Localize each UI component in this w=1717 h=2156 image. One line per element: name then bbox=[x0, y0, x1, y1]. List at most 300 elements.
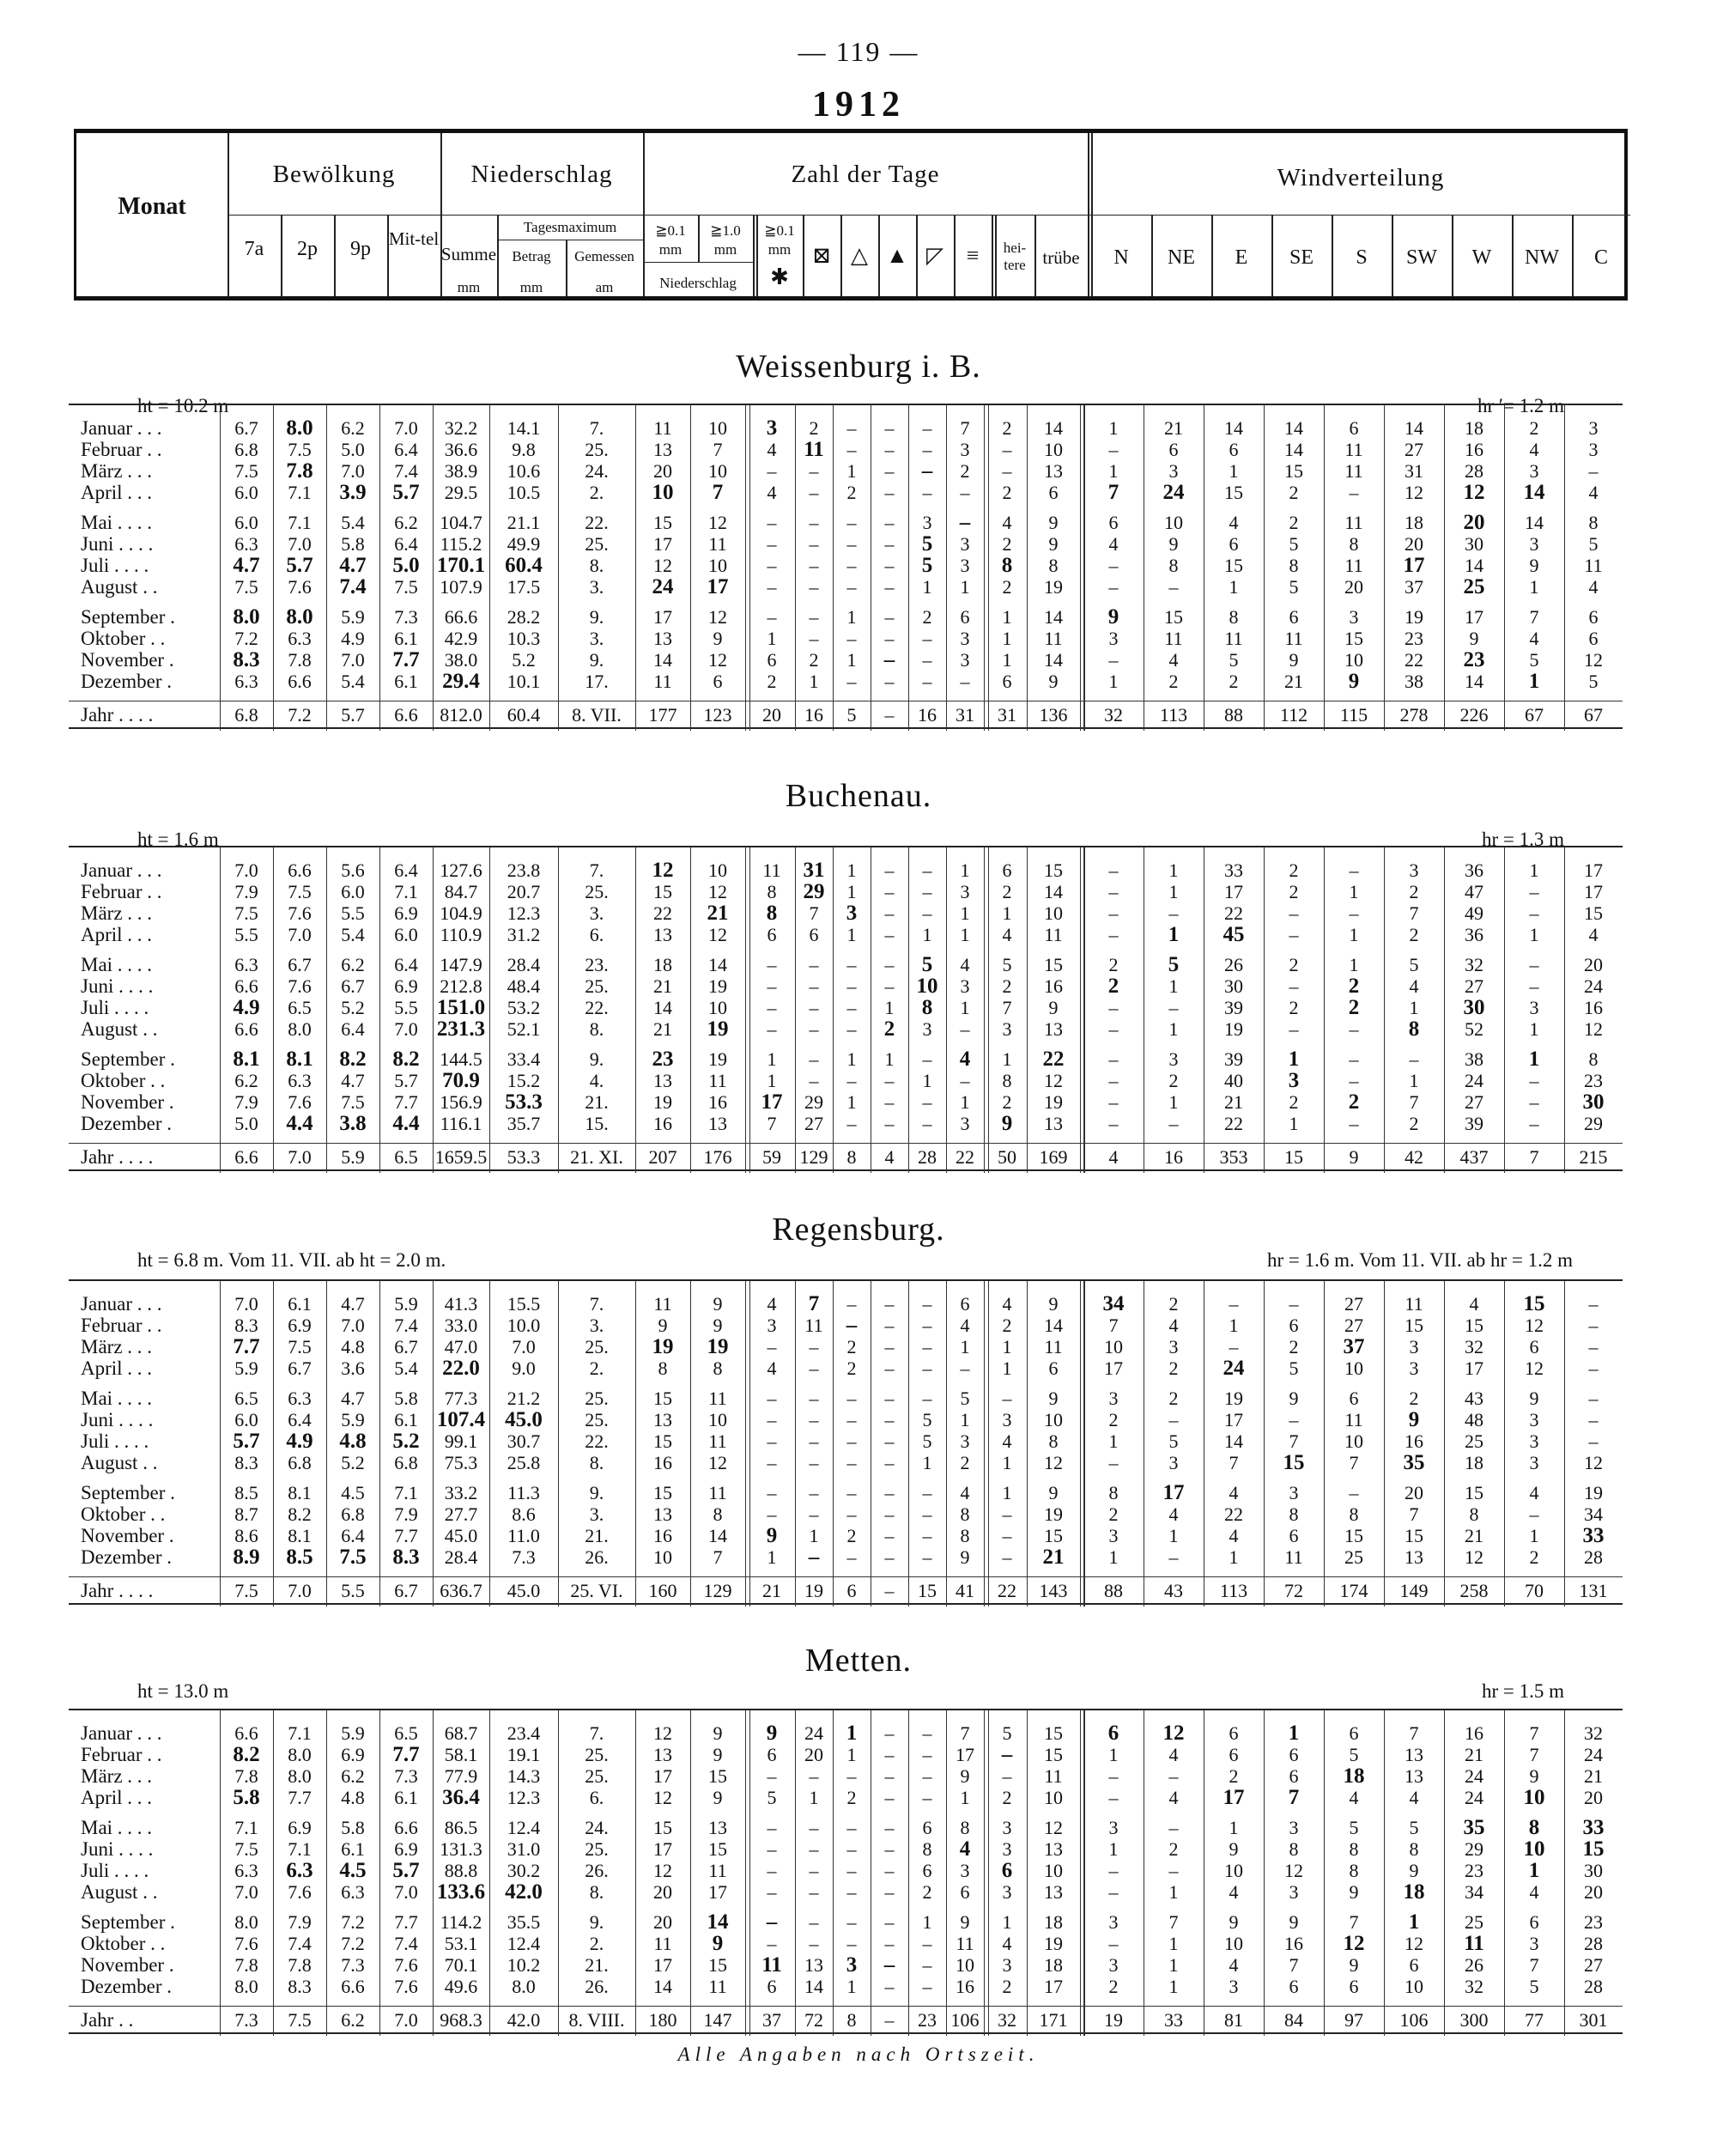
table-cell: 2 bbox=[922, 1881, 932, 1903]
table-cell: 1 bbox=[1168, 859, 1179, 881]
table-cell: 21 bbox=[1224, 1091, 1243, 1113]
table-cell: 4 bbox=[1529, 1482, 1539, 1503]
table-cell: 2 bbox=[960, 460, 970, 482]
table-cell: – bbox=[884, 533, 895, 555]
snow-icon: ✱ bbox=[770, 264, 789, 289]
table-cell: 1 bbox=[1288, 1722, 1300, 1745]
table-row bbox=[69, 1482, 1623, 1503]
table-cell: – bbox=[922, 1933, 932, 1954]
table-cell: 12 bbox=[1465, 1546, 1483, 1568]
table-cell: 7.3 bbox=[394, 606, 418, 628]
table-cell: 4.7 bbox=[233, 554, 260, 577]
table-cell: 21 bbox=[1584, 1765, 1603, 1787]
table-cell: – bbox=[1002, 1503, 1012, 1525]
table-cell: 25. bbox=[585, 881, 609, 902]
table-cell: 5 bbox=[1002, 1722, 1012, 1744]
table-cell: 13 bbox=[1405, 1765, 1423, 1787]
table-cell: 11 bbox=[1164, 628, 1183, 649]
table-cell: 22 bbox=[1042, 1048, 1065, 1071]
table-cell: 28.4 bbox=[507, 954, 541, 975]
table-cell: 4 bbox=[1168, 1503, 1179, 1525]
table-cell: – bbox=[809, 512, 819, 533]
table-cell: 3 bbox=[1529, 1430, 1539, 1452]
table-cell: 7.3 bbox=[341, 1954, 365, 1976]
table-cell: 29.4 bbox=[442, 670, 480, 693]
table-cell: 144.5 bbox=[440, 1048, 482, 1070]
table-cell: – bbox=[1108, 1452, 1119, 1473]
table-cell: 5.9 bbox=[341, 1146, 365, 1168]
table-cell: 88 bbox=[1224, 704, 1243, 726]
table-cell: – bbox=[1588, 460, 1599, 482]
table-row bbox=[69, 671, 1623, 692]
table-cell: – bbox=[1588, 1336, 1599, 1357]
table-cell: 8 bbox=[713, 1357, 723, 1379]
table-cell: 7.7 bbox=[394, 1525, 418, 1546]
table-cell: 6. bbox=[589, 924, 604, 945]
table-cell: 12 bbox=[1343, 1932, 1365, 1955]
table-cell: 5.5 bbox=[341, 1580, 365, 1601]
table-cell: 7 bbox=[960, 417, 970, 439]
table-cell: 11 bbox=[1584, 555, 1603, 576]
table-cell: 13 bbox=[1044, 1018, 1063, 1040]
table-cell: 4 bbox=[1529, 1881, 1539, 1903]
table-cell: 1 bbox=[1528, 1859, 1540, 1882]
table-cell: 2 bbox=[1002, 975, 1012, 997]
table-cell: 49.9 bbox=[507, 533, 541, 555]
table-cell: 7.5 bbox=[288, 881, 312, 902]
table-cell: 5.8 bbox=[341, 533, 365, 555]
table-cell: 9. bbox=[589, 606, 604, 628]
table-cell: 6.0 bbox=[234, 512, 258, 533]
table-cell: 5.2 bbox=[341, 997, 365, 1018]
table-cell: – bbox=[884, 512, 895, 533]
table-cell: 12 bbox=[1525, 1315, 1544, 1336]
table-cell: – bbox=[846, 1113, 857, 1134]
table-cell: 4 bbox=[884, 1146, 895, 1168]
table-cell: – bbox=[921, 459, 933, 483]
table-row bbox=[69, 1838, 1623, 1860]
table-cell: 7.0 bbox=[341, 1315, 365, 1336]
table-cell: – bbox=[884, 881, 895, 902]
table-cell: 4 bbox=[1469, 1293, 1479, 1315]
table-row bbox=[69, 417, 1623, 439]
table-cell: 16 bbox=[1465, 1722, 1483, 1744]
table-cell: – bbox=[767, 1860, 777, 1881]
month-label: Februar . . bbox=[81, 439, 162, 460]
header-gemessen-unit: am bbox=[595, 279, 614, 295]
table-cell: – bbox=[767, 1765, 777, 1787]
table-row bbox=[69, 1452, 1623, 1473]
table-cell: 2 bbox=[1002, 881, 1012, 902]
table-cell: 6 bbox=[922, 1860, 932, 1881]
table-cell: 3 bbox=[1229, 1976, 1239, 1997]
table-cell: 7 bbox=[1529, 1722, 1539, 1744]
table-cell: 20 bbox=[653, 1881, 672, 1903]
table-cell: 25 bbox=[1465, 1911, 1483, 1933]
table-cell: 1 bbox=[922, 576, 932, 598]
table-cell: 25. bbox=[585, 975, 609, 997]
table-cell: 6.0 bbox=[394, 924, 418, 945]
table-cell: 7 bbox=[1002, 997, 1012, 1018]
table-cell: 151.0 bbox=[436, 996, 486, 1019]
table-cell: 6.0 bbox=[341, 881, 365, 902]
table-cell: – bbox=[884, 1482, 895, 1503]
table-cell: 19 bbox=[1405, 606, 1423, 628]
table-cell: 9 bbox=[1408, 1408, 1420, 1431]
table-cell: 48.4 bbox=[507, 975, 541, 997]
table-cell: 41 bbox=[956, 1580, 974, 1601]
graupel-icon: △ bbox=[851, 243, 868, 268]
table-cell: 60.4 bbox=[507, 704, 541, 726]
table-cell: 6.2 bbox=[394, 512, 418, 533]
table-cell: – bbox=[1001, 1743, 1013, 1766]
table-cell: 8 bbox=[1408, 1017, 1420, 1041]
table-cell: – bbox=[883, 648, 895, 671]
table-cell: 4 bbox=[1529, 628, 1539, 649]
header-bew-mittel: Mit-tel bbox=[388, 228, 440, 249]
table-cell: 6 bbox=[1289, 1976, 1299, 1997]
table-cell: 7.4 bbox=[339, 575, 367, 598]
table-cell: 11 bbox=[1405, 1293, 1423, 1315]
table-cell: – bbox=[809, 1482, 819, 1503]
table-cell: 25 bbox=[1463, 575, 1485, 598]
table-cell: 75.3 bbox=[444, 1452, 478, 1473]
table-cell: 2 bbox=[1289, 512, 1299, 533]
table-cell: 13 bbox=[1044, 1838, 1063, 1860]
table-cell: 7 bbox=[1529, 606, 1539, 628]
table-cell: 19 bbox=[652, 1335, 674, 1358]
table-cell: 3 bbox=[922, 512, 932, 533]
table-row bbox=[69, 439, 1623, 460]
table-cell: 5 bbox=[1588, 671, 1599, 692]
table-cell: 70.9 bbox=[442, 1069, 480, 1092]
table-cell: 8.1 bbox=[233, 1048, 260, 1071]
table-cell: – bbox=[767, 533, 777, 555]
table-cell: – bbox=[1588, 1388, 1599, 1409]
table-cell: 5 bbox=[922, 1409, 932, 1430]
table-cell: 14 bbox=[1525, 512, 1544, 533]
table-cell: 53.3 bbox=[505, 1090, 543, 1114]
table-cell: 8.7 bbox=[234, 1503, 258, 1525]
table-cell: 12 bbox=[1584, 1452, 1603, 1473]
table-cell: 4 bbox=[1002, 1933, 1012, 1954]
table-cell: 18 bbox=[653, 954, 672, 975]
table-cell: – bbox=[884, 902, 895, 924]
table-cell: 77 bbox=[1525, 2009, 1544, 2031]
table-cell: 21 bbox=[1284, 671, 1303, 692]
table-cell: – bbox=[846, 1452, 857, 1473]
table-cell: 4.7 bbox=[339, 554, 367, 577]
table-cell: 6 bbox=[1349, 417, 1359, 439]
table-cell: 33 bbox=[1582, 1524, 1605, 1547]
table-cell: 14 bbox=[1284, 417, 1303, 439]
table-cell: 7.6 bbox=[394, 1954, 418, 1976]
table-cell: 24. bbox=[585, 460, 609, 482]
table-cell: 7.8 bbox=[288, 649, 312, 671]
table-cell: 4.8 bbox=[341, 1336, 365, 1357]
table-cell: 7.0 bbox=[341, 460, 365, 482]
table-cell: – bbox=[884, 1722, 895, 1744]
table-cell: 4 bbox=[1229, 1482, 1239, 1503]
station-table bbox=[69, 1279, 1623, 1605]
table-cell: 35 bbox=[1463, 1816, 1485, 1839]
table-cell: 4.7 bbox=[341, 1388, 365, 1409]
header-wind-w: W bbox=[1471, 246, 1492, 269]
table-cell: 5.7 bbox=[394, 1070, 418, 1091]
month-label: April . . . bbox=[81, 924, 153, 945]
table-cell: 9 bbox=[1289, 1911, 1299, 1933]
table-cell: 8.9 bbox=[233, 1546, 260, 1569]
table-cell: 1 bbox=[767, 1070, 777, 1091]
table-cell: 10 bbox=[1044, 1409, 1063, 1430]
table-cell: 13 bbox=[653, 1744, 672, 1765]
table-cell: 7.8 bbox=[234, 1954, 258, 1976]
table-cell: 10.6 bbox=[507, 460, 541, 482]
table-cell: – bbox=[922, 881, 932, 902]
table-cell: 3 bbox=[1588, 417, 1599, 439]
table-cell: – bbox=[960, 1070, 970, 1091]
table-cell: 1 bbox=[1408, 1910, 1420, 1934]
table-cell: 1 bbox=[1349, 924, 1359, 945]
table-cell: – bbox=[767, 1933, 777, 1954]
table-cell: 33 bbox=[1224, 859, 1243, 881]
table-cell: 207 bbox=[648, 1146, 677, 1168]
table-cell: 28 bbox=[918, 1146, 937, 1168]
table-cell: 7 bbox=[960, 1722, 970, 1744]
table-cell: 3 bbox=[1588, 439, 1599, 460]
table-cell: 7 bbox=[1289, 1954, 1299, 1976]
table-cell: 8 bbox=[960, 1525, 970, 1546]
table-cell: – bbox=[884, 576, 895, 598]
table-cell: 6 bbox=[1529, 1336, 1539, 1357]
table-cell: 6.4 bbox=[341, 1018, 365, 1040]
month-label: Juli . . . . bbox=[81, 997, 149, 1018]
table-cell: 53.3 bbox=[507, 1146, 541, 1168]
header-t01: ≧0.1 bbox=[655, 222, 686, 239]
table-cell: 15 bbox=[708, 1765, 727, 1787]
table-cell: 35.7 bbox=[507, 1113, 541, 1134]
table-cell: – bbox=[1108, 555, 1119, 576]
table-cell: – bbox=[1289, 924, 1299, 945]
table-cell: 53.1 bbox=[444, 1933, 478, 1954]
station-table bbox=[69, 404, 1623, 729]
table-cell: 23. bbox=[585, 954, 609, 975]
table-cell: 1 bbox=[960, 902, 970, 924]
table-cell: 11 bbox=[1284, 1546, 1303, 1568]
table-cell: 31 bbox=[1405, 460, 1423, 482]
table-cell: 1 bbox=[1229, 1315, 1239, 1336]
table-row bbox=[69, 482, 1623, 503]
table-cell: 6.7 bbox=[288, 954, 312, 975]
table-cell: 14 bbox=[1044, 606, 1063, 628]
table-cell: 19.1 bbox=[507, 1744, 541, 1765]
table-cell: 11 bbox=[1344, 439, 1363, 460]
table-cell: 4 bbox=[767, 439, 777, 460]
table-cell: 17 bbox=[708, 1881, 727, 1903]
table-cell: 5 bbox=[1409, 954, 1419, 975]
table-cell: 9 bbox=[713, 1744, 723, 1765]
table-cell: 6. bbox=[589, 1787, 604, 1808]
table-cell: 22. bbox=[585, 1430, 609, 1452]
table-cell: 4. bbox=[589, 1070, 604, 1091]
table-cell: 10 bbox=[708, 1409, 727, 1430]
table-cell: 3.6 bbox=[341, 1357, 365, 1379]
table-cell: 1 bbox=[1168, 1525, 1179, 1546]
month-label: September . bbox=[81, 1048, 175, 1070]
table-cell: 5.0 bbox=[341, 439, 365, 460]
table-cell: – bbox=[884, 975, 895, 997]
table-cell: 23 bbox=[1584, 1911, 1603, 1933]
table-cell: – bbox=[884, 1452, 895, 1473]
table-cell: 8.6 bbox=[512, 1503, 536, 1525]
month-label: August . . bbox=[81, 1881, 158, 1903]
table-cell: 6.2 bbox=[341, 954, 365, 975]
month-label: September . bbox=[81, 1482, 175, 1503]
table-cell: 9 bbox=[1048, 1482, 1059, 1503]
table-cell: 10 bbox=[1044, 439, 1063, 460]
table-cell: 32 bbox=[998, 2009, 1016, 2031]
table-cell: – bbox=[1588, 1430, 1599, 1452]
table-cell: – bbox=[884, 859, 895, 881]
table-cell: 9 bbox=[1048, 1388, 1059, 1409]
table-cell: – bbox=[922, 859, 932, 881]
table-cell: 7.4 bbox=[288, 1933, 312, 1954]
table-row bbox=[69, 902, 1623, 924]
table-cell: 6 bbox=[1289, 1315, 1299, 1336]
table-cell: 66.6 bbox=[444, 606, 478, 628]
table-cell: 129 bbox=[703, 1580, 732, 1601]
table-cell: 3. bbox=[589, 1315, 604, 1336]
table-cell: 13 bbox=[653, 439, 672, 460]
table-cell: 29 bbox=[803, 880, 825, 903]
table-row bbox=[69, 628, 1623, 649]
table-cell: 60.4 bbox=[505, 554, 543, 577]
table-cell: – bbox=[959, 511, 971, 534]
table-cell: 19 bbox=[1224, 1018, 1243, 1040]
table-cell: – bbox=[809, 975, 819, 997]
table-cell: – bbox=[1289, 1293, 1299, 1315]
table-cell: 6.6 bbox=[234, 1722, 258, 1744]
table-cell: 5.4 bbox=[341, 924, 365, 945]
table-row bbox=[69, 1388, 1623, 1409]
table-cell: 12 bbox=[1044, 1817, 1063, 1838]
table-cell: 6 bbox=[767, 649, 777, 671]
table-row bbox=[69, 1765, 1623, 1787]
month-label: Juni . . . . bbox=[81, 975, 154, 997]
table-row-jahr bbox=[69, 1580, 1623, 1601]
table-cell: 4 bbox=[1229, 1525, 1239, 1546]
table-cell: 5 bbox=[921, 532, 933, 556]
table-cell: 171 bbox=[1039, 2009, 1068, 2031]
table-cell: 7.5 bbox=[288, 2009, 312, 2031]
table-cell: – bbox=[1168, 576, 1179, 598]
table-cell: 20 bbox=[1463, 511, 1485, 534]
table-cell: 8 bbox=[1409, 1838, 1419, 1860]
table-cell: 7.9 bbox=[234, 881, 258, 902]
table-cell: 12 bbox=[653, 1860, 672, 1881]
table-cell: 437 bbox=[1459, 1146, 1489, 1168]
table-cell: 106 bbox=[1399, 2009, 1429, 2031]
table-cell: 39 bbox=[1224, 1048, 1243, 1070]
table-cell: 2 bbox=[1108, 1503, 1119, 1525]
table-cell: 7.5 bbox=[234, 460, 258, 482]
table-cell: 27 bbox=[1405, 439, 1423, 460]
table-cell: 8.0 bbox=[234, 1911, 258, 1933]
table-cell: – bbox=[846, 1070, 857, 1091]
table-cell: – bbox=[922, 1482, 932, 1503]
table-cell: 7.9 bbox=[394, 1503, 418, 1525]
table-cell: 115 bbox=[1339, 704, 1368, 726]
table-cell: 22 bbox=[1405, 649, 1423, 671]
table-cell: 6 bbox=[922, 1817, 932, 1838]
table-cell: 5.5 bbox=[341, 902, 365, 924]
table-cell: 8 bbox=[767, 881, 777, 902]
table-cell: 160 bbox=[648, 1580, 677, 1601]
table-cell: 19 bbox=[1044, 1091, 1063, 1113]
table-cell: 7.7 bbox=[394, 1091, 418, 1113]
table-cell: 32 bbox=[1465, 954, 1483, 975]
station-title: Regensburg. bbox=[772, 1212, 945, 1248]
table-cell: 2 bbox=[922, 606, 932, 628]
table-cell: 10 bbox=[708, 460, 727, 482]
table-cell: 6 bbox=[1002, 859, 1012, 881]
table-cell: 20 bbox=[653, 460, 672, 482]
table-cell: 6.2 bbox=[341, 2009, 365, 2031]
table-cell: 38 bbox=[1405, 671, 1423, 692]
table-cell: 278 bbox=[1399, 704, 1429, 726]
table-cell: – bbox=[884, 1546, 895, 1568]
table-cell: 42.9 bbox=[444, 628, 478, 649]
table-cell: 30.2 bbox=[507, 1860, 541, 1881]
table-cell: 6 bbox=[713, 671, 723, 692]
table-cell: – bbox=[809, 482, 819, 503]
table-cell: 22 bbox=[1224, 1113, 1243, 1134]
table-cell: 2 bbox=[1002, 482, 1012, 503]
table-cell: 2 bbox=[1168, 1388, 1179, 1409]
table-cell: 6.3 bbox=[234, 954, 258, 975]
table-cell: 17. bbox=[585, 671, 609, 692]
table-row bbox=[69, 1293, 1623, 1315]
table-cell: 7 bbox=[1288, 1786, 1300, 1809]
table-cell: 8.0 bbox=[512, 1976, 536, 1997]
table-cell: 30 bbox=[1584, 1860, 1603, 1881]
table-cell: 2 bbox=[1289, 1091, 1299, 1113]
table-cell: 35.5 bbox=[507, 1911, 541, 1933]
table-cell: 77.9 bbox=[444, 1765, 478, 1787]
table-cell: 7.0 bbox=[288, 1146, 312, 1168]
table-cell: 32 bbox=[1465, 1976, 1483, 1997]
table-cell: 2 bbox=[1107, 975, 1119, 998]
table-cell: 8.3 bbox=[233, 648, 260, 671]
table-cell: 8 bbox=[1048, 1430, 1059, 1452]
table-cell: – bbox=[809, 1336, 819, 1357]
table-cell: 10 bbox=[1044, 1860, 1063, 1881]
table-cell: 2 bbox=[1409, 924, 1419, 945]
table-cell: 12 bbox=[1284, 1860, 1303, 1881]
table-cell: – bbox=[846, 954, 857, 975]
table-cell: 4 bbox=[1108, 1146, 1119, 1168]
table-cell: 6.9 bbox=[288, 1817, 312, 1838]
table-cell: 6 bbox=[1349, 1976, 1359, 1997]
table-cell: 7. bbox=[589, 417, 604, 439]
table-cell: – bbox=[922, 1722, 932, 1744]
table-cell: 149 bbox=[1399, 1580, 1429, 1601]
table-row bbox=[69, 1070, 1623, 1091]
table-cell: 1 bbox=[1409, 997, 1419, 1018]
table-cell: 9 bbox=[1048, 997, 1059, 1018]
table-cell: 2 bbox=[1108, 954, 1119, 975]
table-cell: 11 bbox=[1284, 628, 1303, 649]
